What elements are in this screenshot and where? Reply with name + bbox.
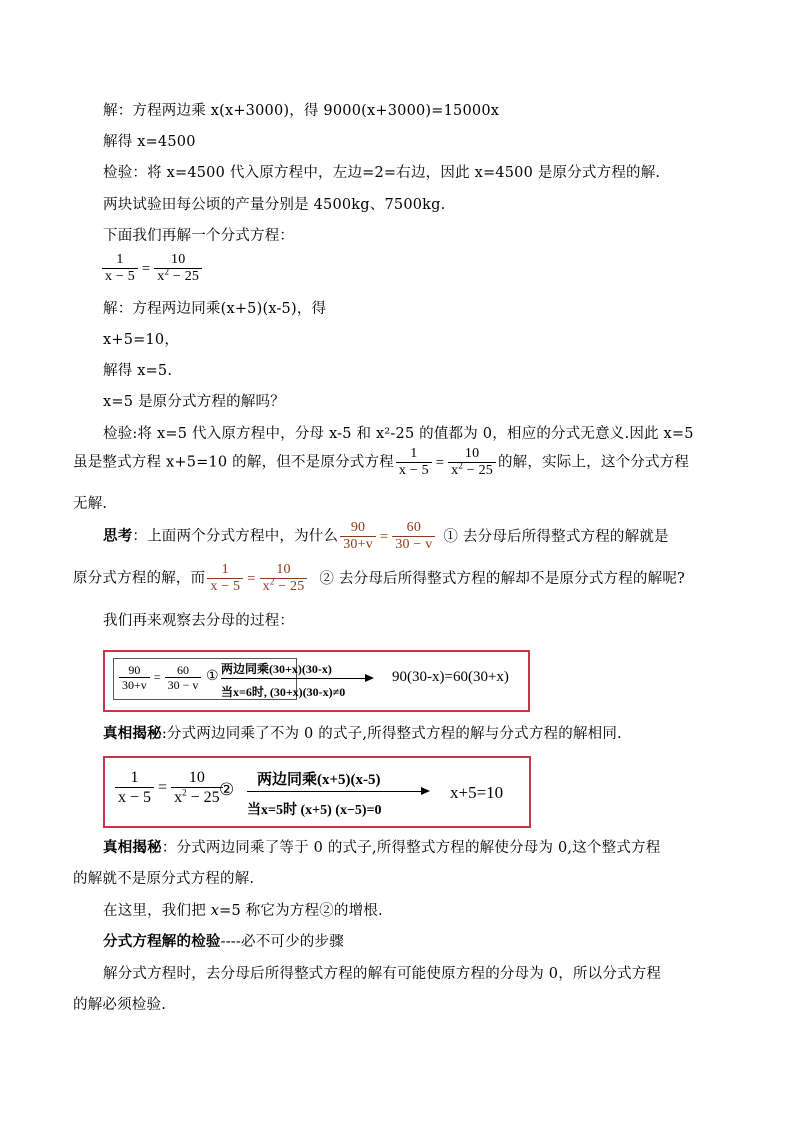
text-line: 无解. (73, 496, 108, 512)
circle-two-mark: ② (219, 780, 235, 799)
fraction: $\frac{10}{x^2 - 25}$ (154, 252, 202, 285)
text-line: 解得 x=4500 (103, 134, 196, 150)
fraction: $\frac{1}{x - 5}$ (207, 562, 243, 595)
result-equation: 90(30-x)=60(30+x) (392, 669, 509, 685)
fraction: $\frac{1}{x - 5}$ (102, 252, 138, 285)
text-line: 两块试验田每公顷的产量分别是 4500kg、7500kg. (103, 197, 446, 213)
fraction: $\frac{10}{x^2 - 25}$ (448, 446, 496, 479)
text-line: 检验:将 x=5 代入原方程中，分母 x-5 和 x²-25 的值都为 0，相应的分式无意义.因此 x=5 (103, 426, 694, 442)
text-line: 真相揭秘：分式两边同乘了等于 0 的式子,所得整式方程的解使分母为 0,这个整式方程 (103, 839, 661, 856)
arrow-line (247, 791, 423, 792)
result-equation: x+5=10 (450, 783, 504, 802)
text-line: 虽是整式方程 x+5=10 的解，但不是原分式方程 $\frac{1}{x - 5}$ = $\frac{10}{x^2 - 25}$ 的解，实际上，这个分式方程 (73, 446, 690, 478)
fraction: $\frac{10}{x^2 - 25}$ (260, 562, 308, 595)
derivation-box-2 (103, 756, 531, 828)
fraction: $\frac{90}{30+v}$ (340, 520, 376, 553)
text-line: 分式方程解的检验----必不可少的步骤 (103, 933, 344, 950)
arrow-line (221, 678, 367, 679)
text-line: 解得 x=5. (103, 363, 173, 379)
text-line: 我们再来观察去分母的过程： (103, 613, 295, 629)
text-line: 的解就不是原分式方程的解. (73, 871, 255, 887)
text-line: 解分式方程时，去分母后所得整式方程的解有可能使原方程的分母为 0，所以分式方程 (103, 966, 662, 982)
equation-fraction: $\frac{1}{x - 5}$ = $\frac{10}{x^2 - 25}$ (113, 768, 225, 807)
text-line: 原分式方程的解，而 $\frac{1}{x - 5}$ = $\frac{10}{x^2 - 25}$ ② 去分母后所得整式方程的解却不是原分式方程的解呢? (73, 562, 686, 594)
step-label: 两边同乘(x+5)(x-5) (257, 772, 381, 788)
condition-label: 当x=5时 (x+5) (x−5)=0 (247, 803, 382, 818)
text-line: 在这里，我们把 x=5 称它为方程②的增根. (103, 903, 383, 919)
text-line: x=5 是原分式方程的解吗？ (103, 394, 285, 410)
circle-one-mark: ① (206, 669, 219, 684)
equation-display: $\frac{1}{x - 5}$ = $\frac{10}{x^2 - 25}$ (100, 252, 204, 285)
text-line: x+5=10， (103, 332, 180, 348)
text-line: 思考：上面两个分式方程中，为什么 $\frac{90}{30+v}$ = $\frac{60}{30 - v}$ ① 去分母后所得整式方程的解就是 (103, 520, 669, 552)
step-label: 两边同乘(30+x)(30-x) (221, 662, 332, 676)
derivation-box-1 (103, 650, 530, 712)
fraction: $\frac{60}{30 - v}$ (392, 520, 435, 553)
text-line: 下面我们再解一个分式方程： (103, 228, 295, 244)
text-line: 解：方程两边同乘(x+5)(x-5)，得 (103, 301, 327, 317)
text-line: 的解必须检验. (73, 997, 167, 1013)
text-line: 真相揭秘:分式两边同乘了不为 0 的式子,所得整式方程的解与分式方程的解相同. (103, 725, 622, 742)
equation-fraction: $\frac{90}{30+v}$ = $\frac{60}{30 - v}$ (117, 663, 203, 692)
text-line: 检验：将 x=4500 代入原方程中，左边=2=右边，因此 x=4500 是原分式方程的解. (103, 165, 661, 181)
text-line: 解：方程两边乘 x(x+3000)，得 9000(x+3000)=15000x (103, 103, 500, 119)
condition-label: 当x=6时, (30+x)(30-x)≠0 (221, 685, 346, 699)
arrow-head-icon (365, 674, 374, 682)
fraction: $\frac{1}{x - 5}$ (396, 446, 432, 479)
arrow-head-icon (421, 787, 430, 795)
